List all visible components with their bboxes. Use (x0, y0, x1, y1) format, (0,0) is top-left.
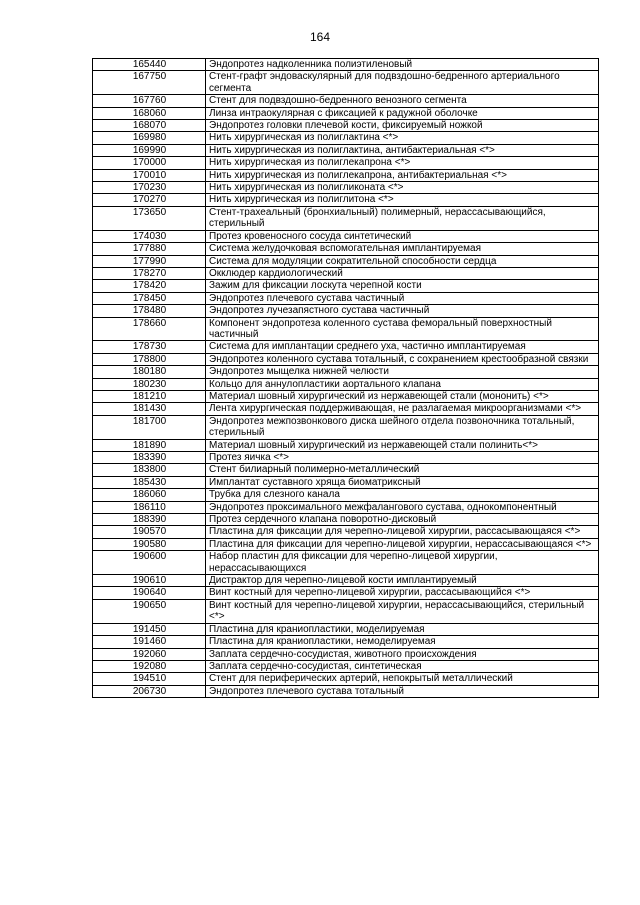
table-row (93, 59, 599, 71)
device-name-cell: Нить хирургическая из полиглекапрона <*> (206, 157, 599, 169)
device-code-cell: 186110 (93, 501, 206, 513)
device-code-cell: 167750 (93, 71, 206, 95)
device-code-cell: 178800 (93, 353, 206, 365)
device-code-cell: 165440 (93, 59, 206, 71)
device-code-cell: 181210 (93, 390, 206, 402)
device-code-cell: 170010 (93, 169, 206, 181)
device-code-cell: 169980 (93, 132, 206, 144)
table-row (93, 341, 599, 353)
device-name-cell: Нить хирургическая из полиглекапрона, антибактериальная <*> (206, 169, 599, 181)
device-code-cell: 191450 (93, 623, 206, 635)
device-name-cell: Компонент эндопротеза коленного сустава феморальный поверхностный частичный (206, 317, 599, 341)
table-row (93, 95, 599, 107)
device-code-cell: 192080 (93, 660, 206, 672)
device-name-cell: Имплантат суставного хряща биоматриксный (206, 476, 599, 488)
table-row (93, 317, 599, 341)
table-row (93, 439, 599, 451)
device-name-cell: Пластина для фиксации для черепно-лицевой хирургии, нерассасывающаяся <*> (206, 538, 599, 550)
table-row (93, 452, 599, 464)
table-row (93, 489, 599, 501)
table-row (93, 575, 599, 587)
device-code-table-body (93, 59, 599, 698)
table-row (93, 551, 599, 575)
device-name-cell: Трубка для слезного канала (206, 489, 599, 501)
table-row (93, 243, 599, 255)
device-code-cell: 167760 (93, 95, 206, 107)
table-row (93, 526, 599, 538)
device-name-cell: Эндопротез плечевого сустава тотальный (206, 685, 599, 697)
table-row (93, 206, 599, 230)
table-row (93, 182, 599, 194)
device-name-cell: Нить хирургическая из полиглактина, антибактериальная <*> (206, 144, 599, 156)
table-row (93, 403, 599, 415)
device-code-cell: 170230 (93, 182, 206, 194)
table-row (93, 378, 599, 390)
table-row (93, 464, 599, 476)
table-row (93, 660, 599, 672)
device-name-cell: Пластина для краниопластики, моделируемая (206, 623, 599, 635)
device-code-cell: 190610 (93, 575, 206, 587)
table-row (93, 120, 599, 132)
device-name-cell: Лента хирургическая поддерживающая, не разлагаемая микроорганизмами <*> (206, 403, 599, 415)
table-row (93, 538, 599, 550)
device-code-cell: 186060 (93, 489, 206, 501)
device-code-cell: 190600 (93, 551, 206, 575)
page-number: 164 (309, 30, 331, 44)
device-name-cell: Заплата сердечно-сосудистая, синтетическая (206, 660, 599, 672)
table-row (93, 157, 599, 169)
device-name-cell: Стент-графт эндоваскулярный для подвздошно-бедренного артериального сегмента (206, 71, 599, 95)
table-row (93, 353, 599, 365)
device-name-cell: Протез яичка <*> (206, 452, 599, 464)
table-row (93, 476, 599, 488)
device-name-cell: Набор пластин для фиксации для черепно-лицевой хирургии, нерассасывающихся (206, 551, 599, 575)
device-code-cell: 178270 (93, 267, 206, 279)
device-name-cell: Окклюдер кардиологический (206, 267, 599, 279)
table-row (93, 132, 599, 144)
table-row (93, 305, 599, 317)
table-row (93, 514, 599, 526)
device-code-cell: 173650 (93, 206, 206, 230)
device-code-cell: 190650 (93, 599, 206, 623)
table-row (93, 587, 599, 599)
device-name-cell: Линза интраокулярная с фиксацией к радужной оболочке (206, 107, 599, 119)
device-code-table (92, 58, 599, 698)
table-row (93, 230, 599, 242)
device-code-cell: 190640 (93, 587, 206, 599)
device-name-cell: Система для модуляции сократительной способности сердца (206, 255, 599, 267)
device-name-cell: Эндопротез лучезапястного сустава частичный (206, 305, 599, 317)
device-name-cell: Винт костный для черепно-лицевой хирургии, рассасывающийся <*> (206, 587, 599, 599)
device-code-cell: 190580 (93, 538, 206, 550)
device-code-cell: 181700 (93, 415, 206, 439)
device-code-cell: 190570 (93, 526, 206, 538)
device-name-cell: Протез кровеносного сосуда синтетический (206, 230, 599, 242)
device-code-cell: 174030 (93, 230, 206, 242)
device-code-cell: 180180 (93, 366, 206, 378)
table-row (93, 501, 599, 513)
table-row (93, 144, 599, 156)
device-name-cell: Материал шовный хирургический из нержавеющей стали полинить<*> (206, 439, 599, 451)
device-name-cell: Стент для подвздошно-бедренного венозного сегмента (206, 95, 599, 107)
table-row (93, 685, 599, 697)
table-row (93, 107, 599, 119)
device-name-cell: Система желудочковая вспомогательная имплантируемая (206, 243, 599, 255)
device-name-cell: Нить хирургическая из полиглактина <*> (206, 132, 599, 144)
table-row (93, 390, 599, 402)
device-code-cell: 185430 (93, 476, 206, 488)
device-name-cell: Стент билиарный полимерно-металлический (206, 464, 599, 476)
table-row (93, 71, 599, 95)
device-name-cell: Стент-трахеальный (бронхиальный) полимерный, нерассасывающийся, стерильный (206, 206, 599, 230)
device-name-cell: Нить хирургическая из полиглитона <*> (206, 194, 599, 206)
table-row (93, 636, 599, 648)
table-row (93, 194, 599, 206)
device-code-cell: 194510 (93, 673, 206, 685)
device-code-cell: 180230 (93, 378, 206, 390)
device-code-cell: 170270 (93, 194, 206, 206)
device-name-cell: Эндопротез головки плечевой кости, фиксируемый ножкой (206, 120, 599, 132)
device-code-cell: 192060 (93, 648, 206, 660)
device-name-cell: Эндопротез надколенника полиэтиленовый (206, 59, 599, 71)
device-name-cell: Эндопротез проксимального межфалангового сустава, однокомпонентный (206, 501, 599, 513)
device-code-cell: 178660 (93, 317, 206, 341)
table-row (93, 648, 599, 660)
device-code-cell: 181430 (93, 403, 206, 415)
device-code-cell: 183390 (93, 452, 206, 464)
table-row (93, 280, 599, 292)
device-code-cell: 168060 (93, 107, 206, 119)
device-name-cell: Кольцо для аннулопластики аортального клапана (206, 378, 599, 390)
device-code-cell: 177880 (93, 243, 206, 255)
device-name-cell: Материал шовный хирургический из нержавеющей стали (мононить) <*> (206, 390, 599, 402)
device-code-cell: 191460 (93, 636, 206, 648)
device-code-cell: 181890 (93, 439, 206, 451)
device-code-cell: 178420 (93, 280, 206, 292)
device-code-cell: 178480 (93, 305, 206, 317)
device-name-cell: Эндопротез коленного сустава тотальный, с сохранением крестообразной связки (206, 353, 599, 365)
table-row (93, 267, 599, 279)
device-code-cell: 206730 (93, 685, 206, 697)
device-code-cell: 178730 (93, 341, 206, 353)
table-row (93, 673, 599, 685)
device-name-cell: Пластина для краниопластики, немоделируемая (206, 636, 599, 648)
table-row (93, 292, 599, 304)
device-name-cell: Стент для периферических артерий, непокрытый металлический (206, 673, 599, 685)
device-code-cell: 183800 (93, 464, 206, 476)
device-code-cell: 177990 (93, 255, 206, 267)
table-row (93, 366, 599, 378)
device-code-cell: 178450 (93, 292, 206, 304)
device-name-cell: Эндопротез плечевого сустава частичный (206, 292, 599, 304)
table-row (93, 415, 599, 439)
device-name-cell: Эндопротез межпозвонкового диска шейного отдела позвоночника тотальный, стерильный (206, 415, 599, 439)
device-code-cell: 168070 (93, 120, 206, 132)
device-name-cell: Заплата сердечно-сосудистая, животного происхождения (206, 648, 599, 660)
table-row (93, 599, 599, 623)
table-row (93, 255, 599, 267)
device-code-cell: 188390 (93, 514, 206, 526)
device-name-cell: Дистрактор для черепно-лицевой кости имплантируемый (206, 575, 599, 587)
table-row (93, 169, 599, 181)
device-name-cell: Эндопротез мыщелка нижней челюсти (206, 366, 599, 378)
device-code-cell: 170000 (93, 157, 206, 169)
device-name-cell: Нить хирургическая из полигликоната <*> (206, 182, 599, 194)
device-name-cell: Пластина для фиксации для черепно-лицевой хирургии, рассасывающаяся <*> (206, 526, 599, 538)
device-code-cell: 169990 (93, 144, 206, 156)
table-row (93, 623, 599, 635)
device-name-cell: Зажим для фиксации лоскута черепной кости (206, 280, 599, 292)
device-name-cell: Протез сердечного клапана поворотно-дисковый (206, 514, 599, 526)
device-name-cell: Система для имплантации среднего уха, частично имплантируемая (206, 341, 599, 353)
device-name-cell: Винт костный для черепно-лицевой хирургии, нерассасывающийся, стерильный <*> (206, 599, 599, 623)
